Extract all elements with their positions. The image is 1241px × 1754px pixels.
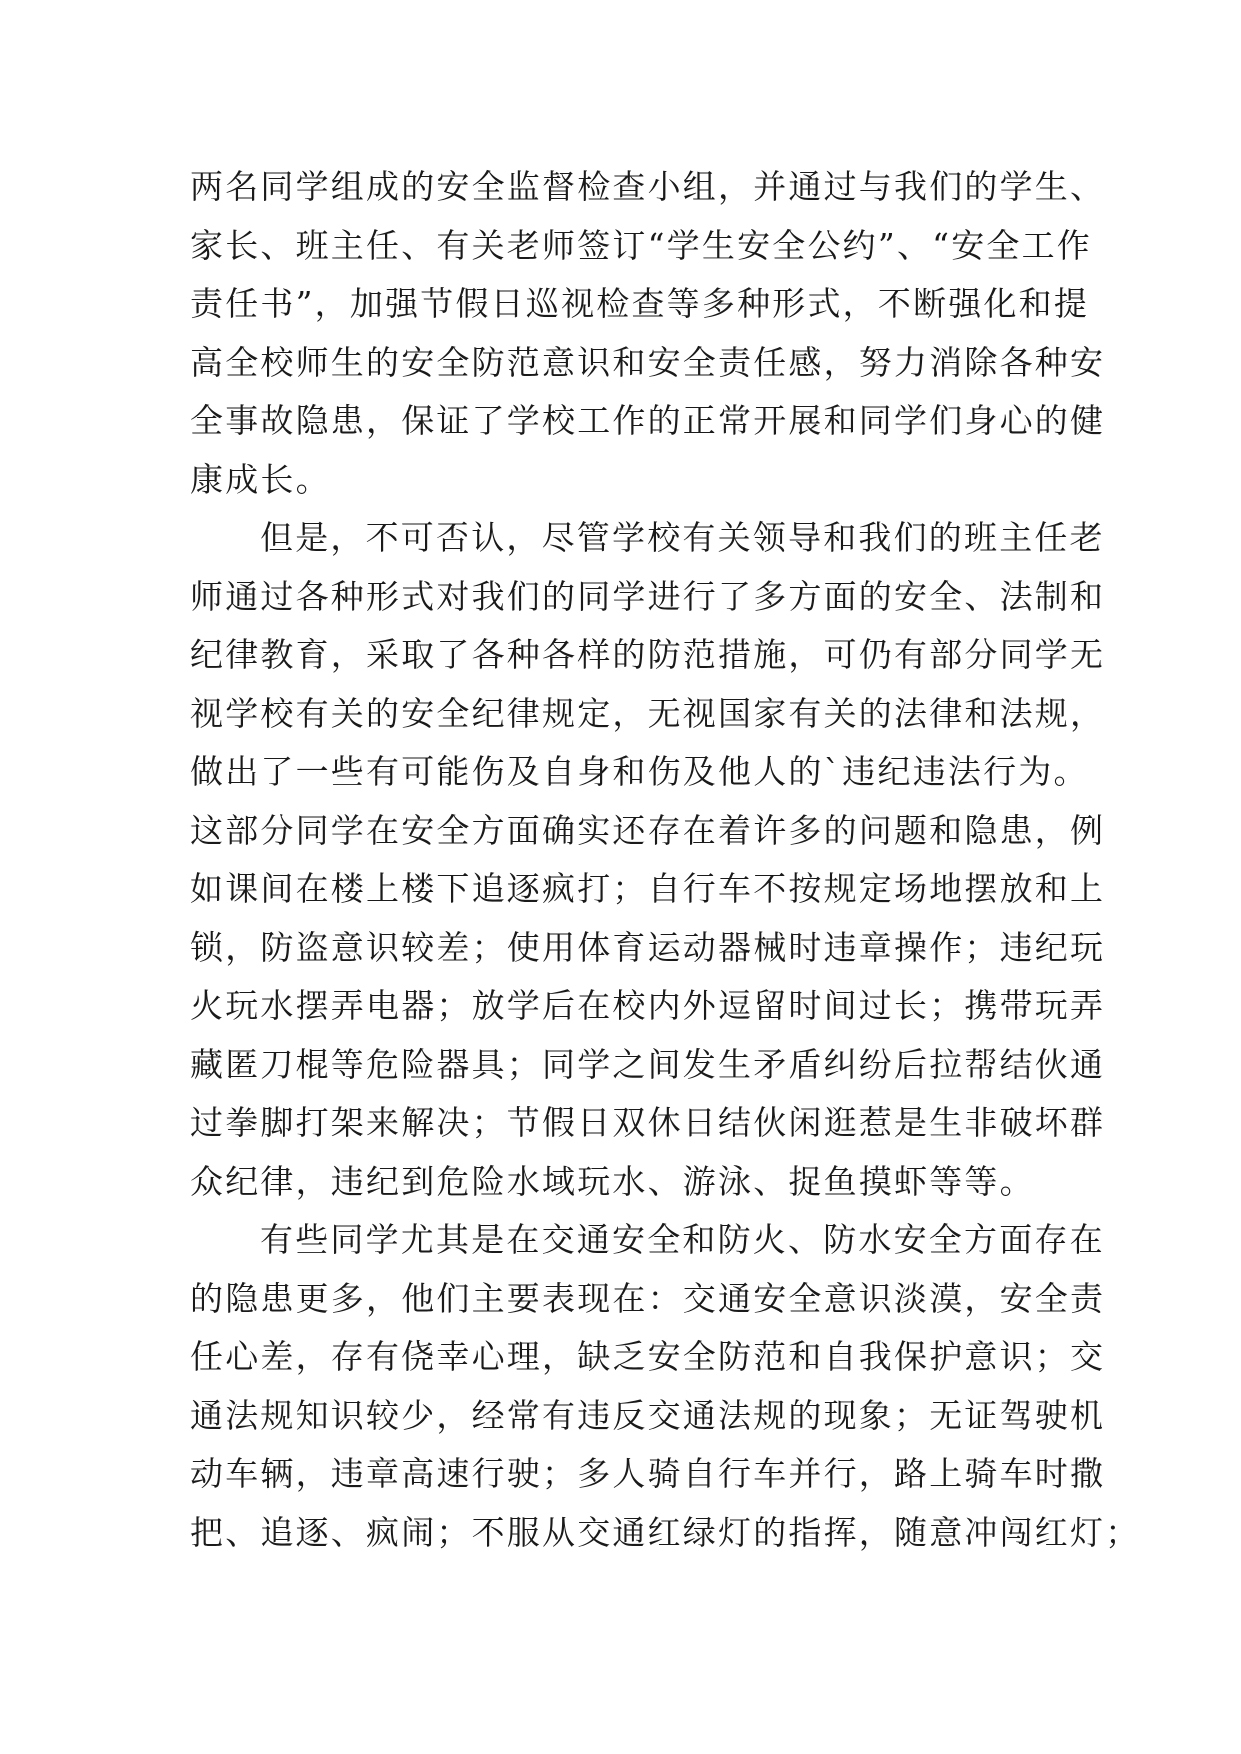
- paragraph-1: [190, 158, 1106, 509]
- text-line: 把、追逐、疯闹；不服从交通红绿灯的指挥，随意冲闯红灯；: [190, 1512, 1141, 1552]
- text-line: 任心差，存有侥幸心理，缺乏安全防范和自我保护意识；交: [190, 1337, 1106, 1376]
- text-line: 动车辆，违章高速行驶；多人骑自行车并行，路上骑车时撒: [190, 1454, 1106, 1493]
- text-line: 有些同学尤其是在交通安全和防火、防水安全方面存在: [260, 1220, 1105, 1259]
- text-line: 全事故隐患，保证了学校工作的正常开展和同学们身心的健: [190, 401, 1106, 440]
- text-line: 的隐患更多，他们主要表现在：交通安全意识淡漠，安全责: [190, 1278, 1106, 1318]
- paragraph-3: [190, 1211, 1141, 1562]
- text-line: 众纪律，违纪到危险水域玩水、游泳、捉鱼摸虾等等。: [190, 1161, 1035, 1201]
- text-line: 两名同学组成的安全监督检查小组，并通过与我们的学生、: [190, 167, 1106, 206]
- text-line: 但是，不可否认，尽管学校有关领导和我们的班主任老: [260, 518, 1105, 557]
- text-line: 家长、班主任、有关老师签订“学生安全公约”、“安全工作: [190, 225, 1093, 265]
- text-line: 师通过各种形式对我们的同学进行了多方面的安全、法制和: [190, 576, 1106, 616]
- paragraph-2: [190, 509, 1106, 1211]
- text-line: 纪律教育，采取了各种各样的防范措施，可仍有部分同学无: [190, 635, 1106, 674]
- document-body: [190, 158, 1141, 1562]
- text-line: 康成长。: [190, 459, 331, 499]
- text-line: 如课间在楼上楼下追逐疯打；自行车不按规定场地摆放和上: [190, 869, 1106, 908]
- text-line: 高全校师生的安全防范意识和安全责任感，努力消除各种安: [190, 342, 1106, 382]
- text-line: 锁，防盗意识较差；使用体育运动器械时违章操作；违纪玩: [190, 927, 1106, 967]
- text-line: 责任书”，加强节假日巡视检查等多种形式，不断强化和提: [190, 284, 1090, 323]
- text-line: 通法规知识较少，经常有违反交通法规的现象；无证驾驶机: [190, 1395, 1106, 1435]
- text-line: 视学校有关的安全纪律规定，无视国家有关的法律和法规，: [190, 693, 1106, 733]
- text-line: 做出了一些有可能伤及自身和伤及他人的`违纪违法行为。: [190, 752, 1089, 791]
- text-line: 过拳脚打架来解决；节假日双休日结伙闲逛惹是生非破坏群: [190, 1103, 1106, 1142]
- text-line: 这部分同学在安全方面确实还存在着许多的问题和隐患，例: [190, 810, 1106, 850]
- text-line: 火玩水摆弄电器；放学后在校内外逗留时间过长；携带玩弄: [190, 986, 1106, 1025]
- text-line: 藏匿刀棍等危险器具；同学之间发生矛盾纠纷后拉帮结伙通: [190, 1044, 1106, 1084]
